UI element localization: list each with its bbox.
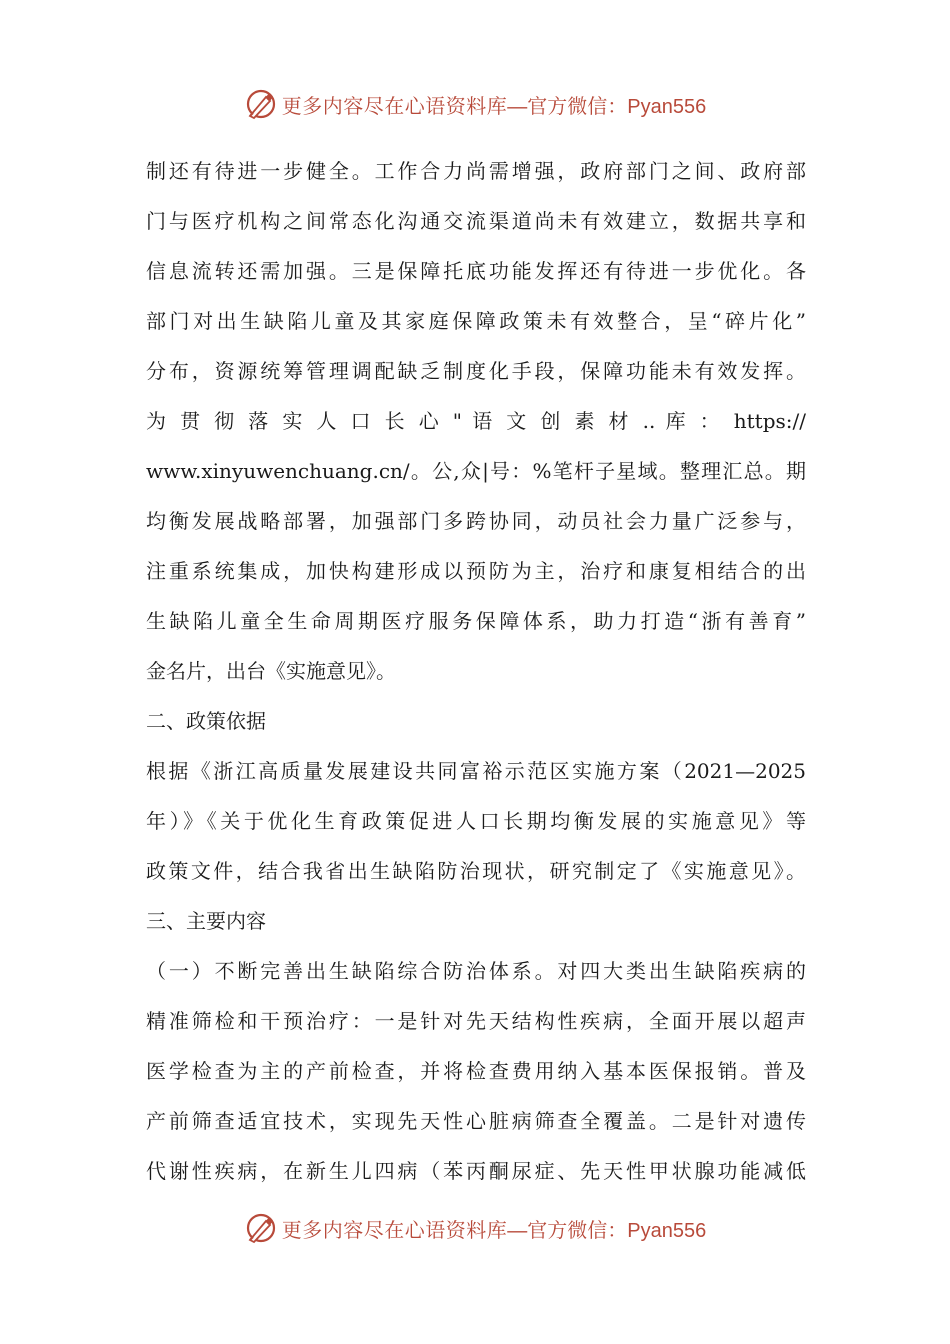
body-line: 信息流转还需加强。三是保障托底功能发挥还有待进一步优化。各 <box>146 259 806 283</box>
body-line: 分布，资源统筹管理调配缺乏制度化手段，保障功能未有效发挥。 <box>146 359 806 383</box>
document-body <box>146 146 806 1196</box>
body-line: 根据《浙江高质量发展建设共同富裕示范区实施方案（2021—2025 <box>146 759 806 783</box>
banner-brand-text: 更多内容尽在心语资料库 <box>281 93 508 118</box>
body-line: 政策文件，结合我省出生缺陷防治现状，研究制定了《实施意见》。 <box>146 859 806 883</box>
body-line: 制还有待进一步健全。工作合力尚需增强，政府部门之间、政府部 <box>146 159 806 183</box>
body-line: 年）》《关于优化生育政策促进人口长期均衡发展的实施意见》等 <box>146 809 806 833</box>
banner-wechat-text: —官方微信：Pyan556 <box>507 95 707 118</box>
footer-banner <box>0 1208 950 1248</box>
body-line: （一）不断完善出生缺陷综合防治体系。对四大类出生缺陷疾病的 <box>146 959 806 983</box>
body-line: 部门对出生缺陷儿童及其家庭保障政策未有效整合，呈“碎片化” <box>146 309 806 333</box>
body-line: 注重系统集成，加快构建形成以预防为主，治疗和康复相结合的出 <box>146 559 806 583</box>
banner-brand-text: 更多内容尽在心语资料库 <box>281 1217 508 1242</box>
body-line: 代谢性疾病，在新生儿四病（苯丙酮尿症、先天性甲状腺功能减低 <box>146 1159 806 1183</box>
body-line: 生缺陷儿童全生命周期医疗服务保障体系，助力打造“浙有善育” <box>146 609 806 633</box>
body-line: 医学检查为主的产前检查，并将检查费用纳入基本医保报销。普及 <box>146 1059 806 1083</box>
body-line: 门与医疗机构之间常态化沟通交流渠道尚未有效建立，数据共享和 <box>146 209 806 233</box>
body-line-watermark: www.xinyuwenchuang.cn/。公,众|号：%笔杆子星域。整理汇总。期 <box>146 459 806 483</box>
pen-logo-icon <box>244 1211 278 1245</box>
body-line: 精准筛检和干预治疗：一是针对先天结构性疾病，全面开展以超声 <box>146 1009 806 1033</box>
body-line: 金名片，出台《实施意见》。 <box>146 659 396 683</box>
section-heading: 二、政策依据 <box>146 709 266 733</box>
body-line-watermark: 为 贯 彻 落 实 人 口 长 心 " 语 文 创 素 材 .. 库 ： https:// <box>146 409 806 433</box>
pen-logo-icon <box>244 87 278 121</box>
header-banner <box>0 84 950 124</box>
body-line: 均衡发展战略部署，加强部门多跨协同，动员社会力量广泛参与， <box>146 509 806 533</box>
body-line: 产前筛查适宜技术，实现先天性心脏病筛查全覆盖。二是针对遗传 <box>146 1109 806 1133</box>
banner-wechat-text: —官方微信：Pyan556 <box>507 1219 707 1242</box>
section-heading: 三、主要内容 <box>146 909 266 933</box>
